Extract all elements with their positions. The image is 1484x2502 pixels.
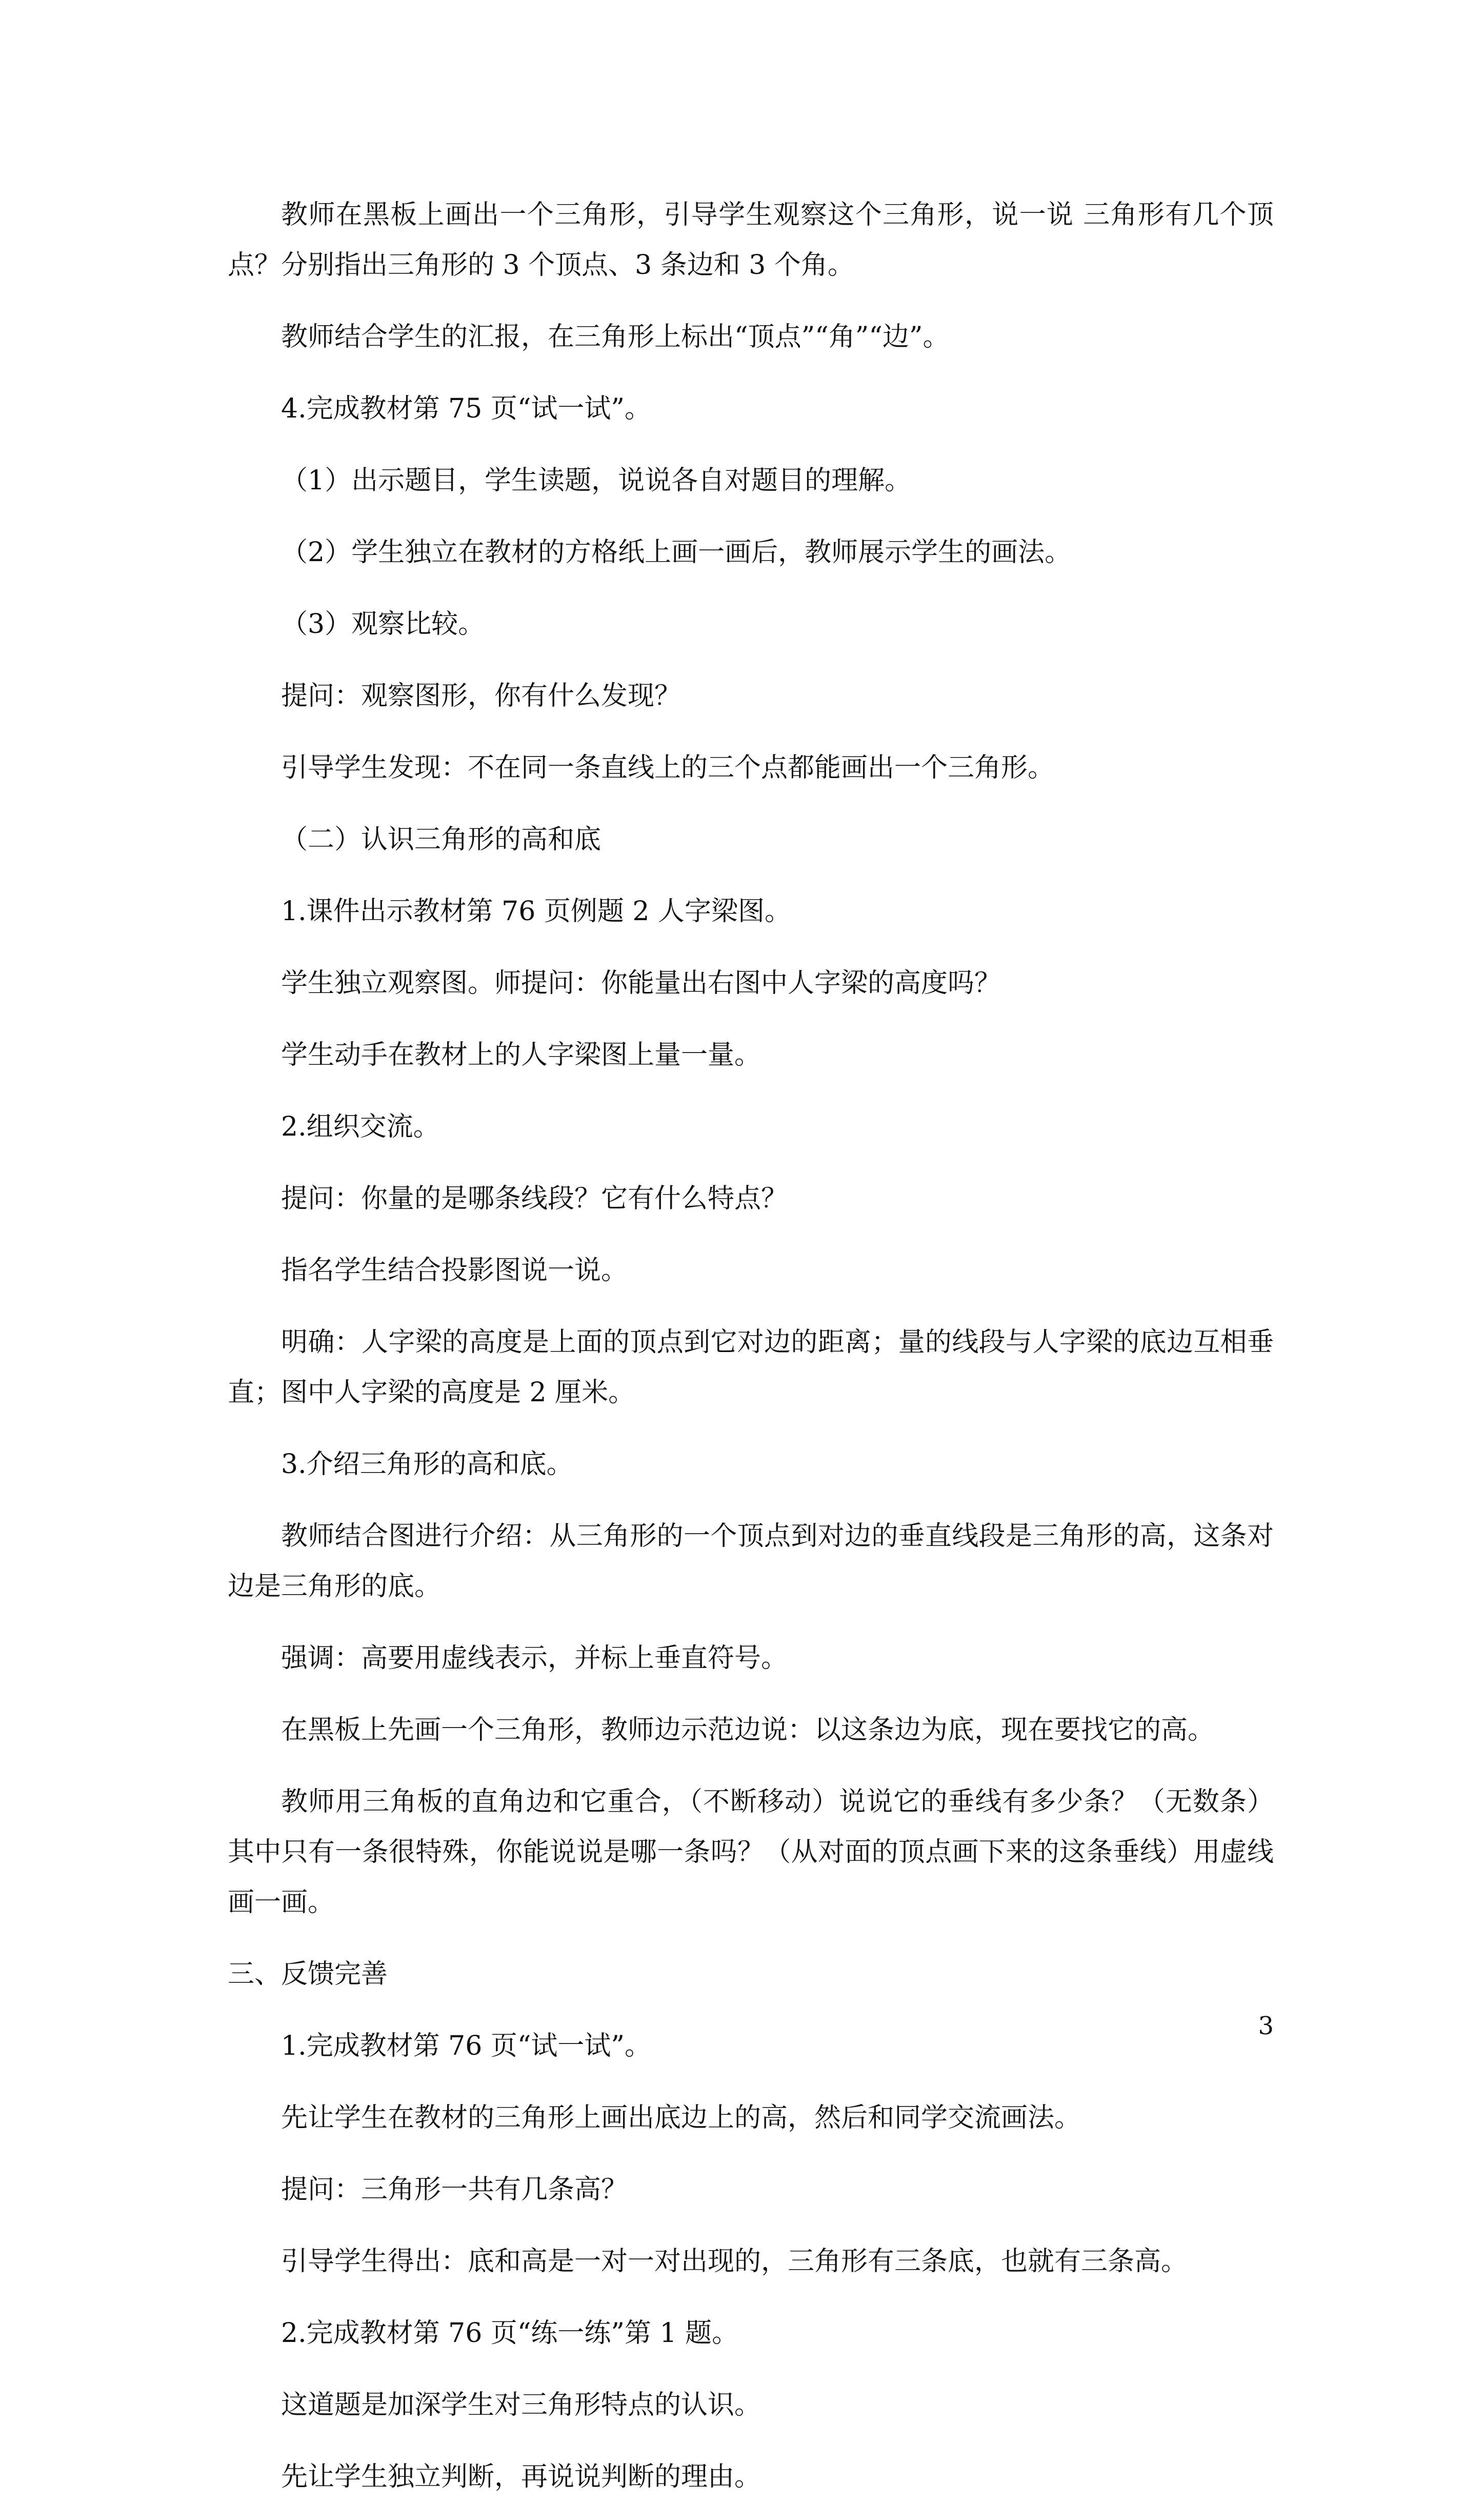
paragraph: 强调：高要用虚线表示，并标上垂直符号。 [281,1643,788,1674]
paragraph: 先让学生在教材的三角形上画出底边上的高，然后和同学交流画法。 [281,2102,1081,2133]
page-number: 3 [1258,2012,1274,2040]
paragraph: 在黑板上先画一个三角形，教师边示范边说：以这条边为底，现在要找它的高。 [281,1715,1215,1745]
paragraph: 提问：你量的是哪条线段？它有什么特点？ [281,1183,788,1214]
paragraph: 教师在黑板上画出一个三角形，引导学生观察这个三角形，说一说 三角形有几个顶点？分别指出三角形的 3 个顶点、3 条边和 3 个角。 [228,200,1274,281]
paragraph: 这道题是加深学生对三角形特点的认识。 [281,2390,761,2420]
paragraph: 提问：三角形一共有几条高？ [281,2174,628,2205]
paragraph: 教师用三角板的直角边和它重合，（不断移动）说说它的垂线有多少条？（无数条）其中只有一条很特殊，你能说说是哪一条吗？（从对面的顶点画下来的这条垂线）用虚线画一画。 [228,1786,1274,1918]
paragraph: 2.完成教材第 76 页“练一练”第 1 题。 [281,2318,739,2349]
paragraph: 引导学生得出：底和高是一对一对出现的，三角形有三条底，也就有三条高。 [281,2246,1188,2277]
paragraph: 引导学生发现：不在同一条直线上的三个点都能画出一个三角形。 [281,752,1055,783]
document-body [228,190,1274,2502]
paragraph: 3.介绍三角形的高和底。 [281,1449,573,1480]
paragraph: 教师结合学生的汇报，在三角形上标出“顶点”“角”“边”。 [281,322,950,352]
paragraph: 1.课件出示教材第 76 页例题 2 人字梁图。 [281,896,791,927]
section-heading: 三、反馈完善 [228,1959,388,1990]
paragraph: 指名学生结合投影图说一说。 [281,1255,628,1286]
section-heading: （二）认识三角形的高和底 [281,824,601,855]
paragraph: （1）出示题目，学生读题，说说各自对题目的理解。 [281,465,912,496]
paragraph: 教师结合图进行介绍：从三角形的一个顶点到对边的垂直线段是三角形的高，这条对边是三角形的底。 [228,1521,1274,1602]
paragraph: 学生动手在教材上的人字梁图上量一量。 [281,1040,761,1070]
paragraph: （3）观察比较。 [281,609,485,640]
paragraph: 提问：观察图形，你有什么发现？ [281,681,681,711]
paragraph: （2）学生独立在教材的方格纸上画一画后，教师展示学生的画法。 [281,537,1072,568]
paragraph: 学生独立观察图。师提问：你能量出右图中人字梁的高度吗？ [281,968,1001,999]
paragraph: 2.组织交流。 [281,1111,440,1142]
paragraph: 1.完成教材第 76 页“试一试”。 [281,2031,652,2061]
paragraph: 先让学生独立判断，再说说判断的理由。 [281,2461,761,2492]
paragraph: 4.完成教材第 75 页“试一试”。 [281,393,652,424]
paragraph: 明确：人字梁的高度是上面的顶点到它对边的距离；量的线段与人字梁的底边互相垂直；图中人字梁的高度是 2 厘米。 [228,1327,1274,1408]
